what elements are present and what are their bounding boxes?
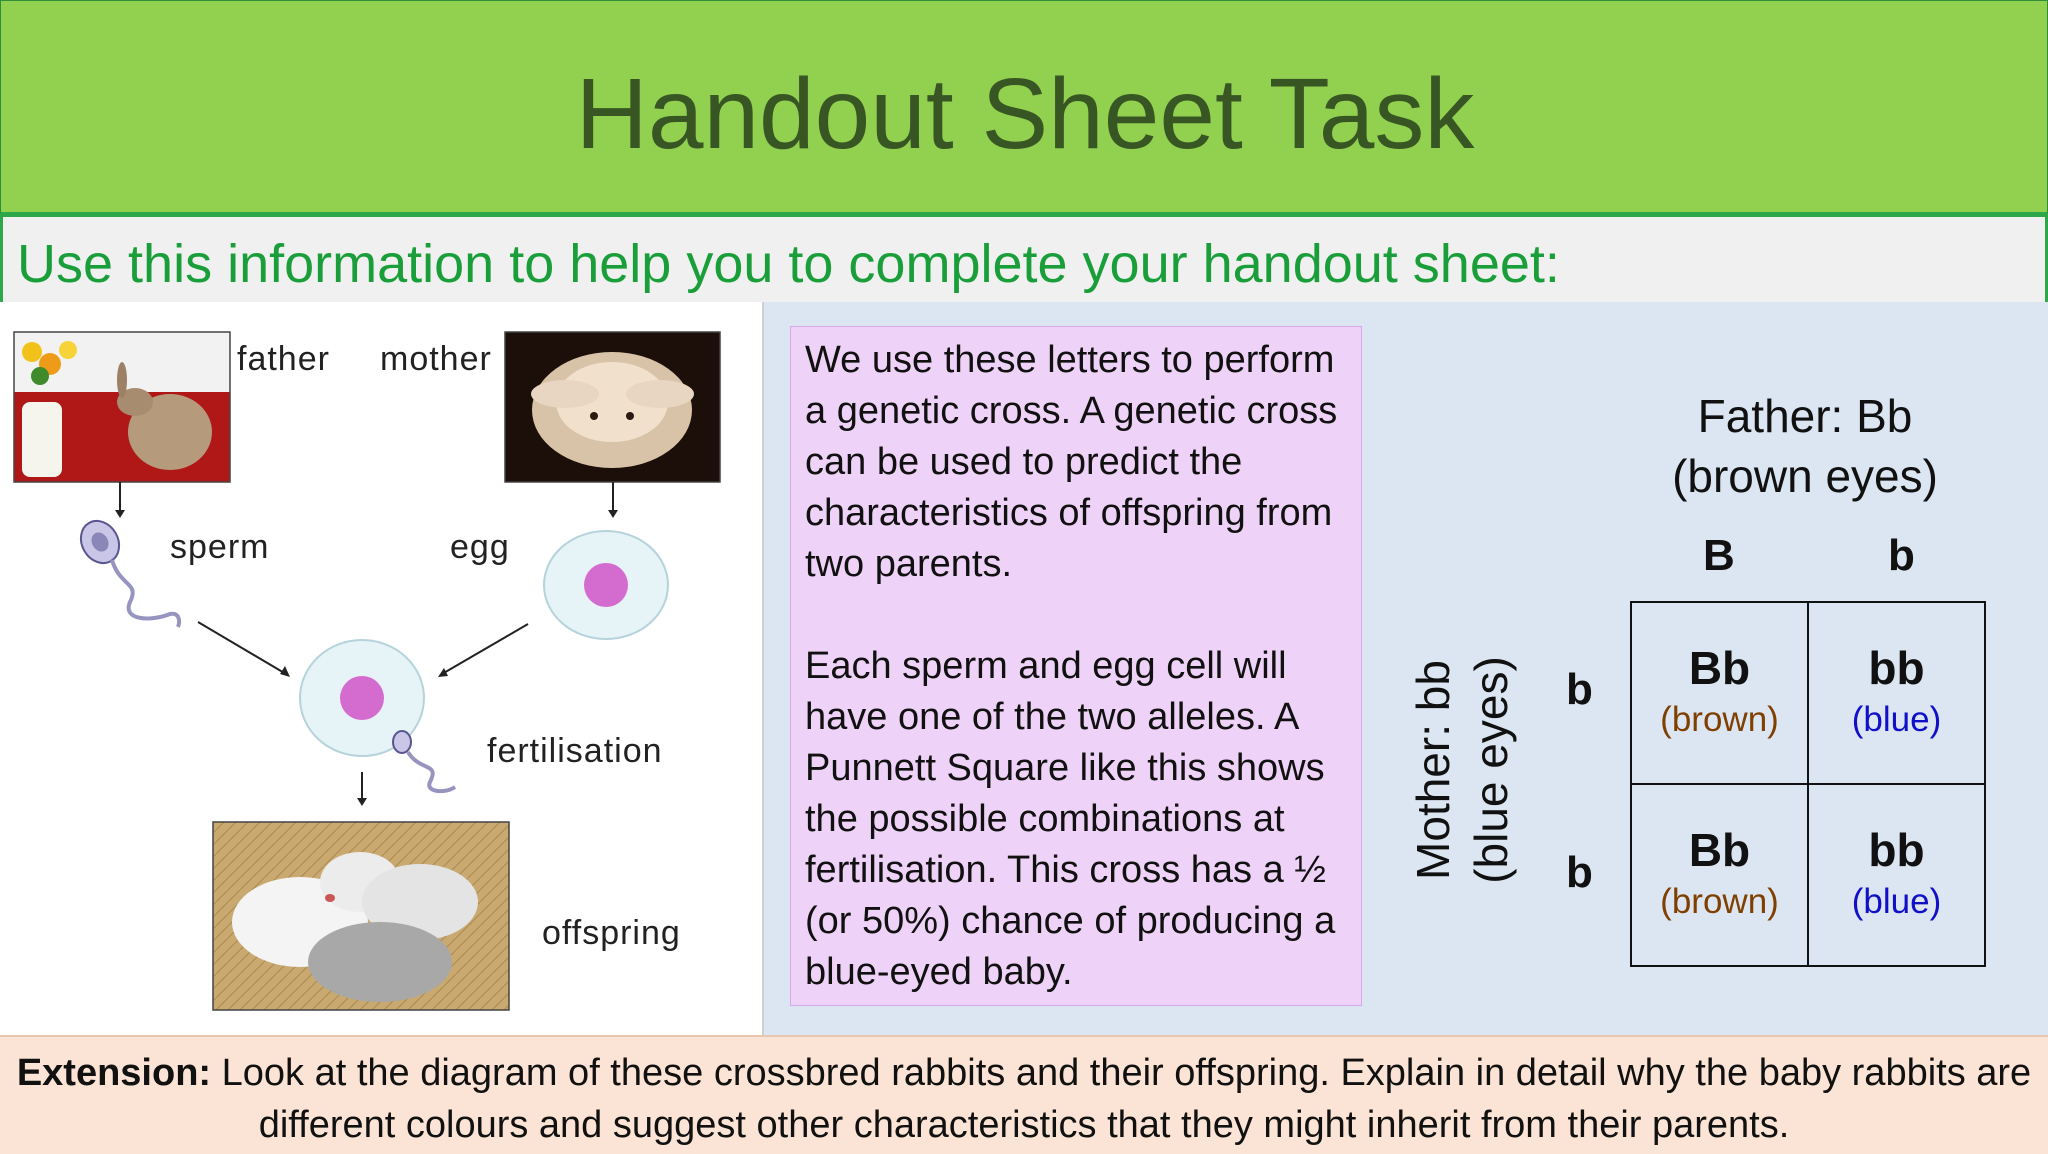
father-rabbit-photo: [14, 332, 230, 482]
father-phenotype-line: (brown eyes): [1672, 450, 1938, 502]
cell-genotype: bb: [1868, 824, 1925, 876]
cell-phenotype: (blue): [1851, 882, 1942, 921]
cell-genotype: Bb: [1688, 824, 1751, 876]
egg-cell: [544, 531, 668, 639]
fertilisation-label: fertilisation: [487, 732, 663, 770]
punnett-cell: [1809, 785, 1984, 965]
mother-rabbit-photo: [505, 332, 720, 482]
info-paragraph-1: We use these letters to perform a genetic cross. A genetic cross can be used to predict the characteristics of offspring from two parents.: [805, 339, 1338, 585]
extension-box: [0, 1035, 2048, 1154]
sperm-label: sperm: [170, 528, 270, 566]
column-allele-1: B: [1703, 531, 1735, 580]
punnett-cell: [1632, 603, 1809, 785]
row-allele-1: b: [1566, 665, 1593, 714]
title-banner: [0, 0, 2048, 215]
father-genotype-line: Father: Bb: [1697, 390, 1913, 442]
mother-genotype: [1404, 640, 1520, 900]
cell-phenotype: (blue): [1851, 700, 1942, 739]
extension-text: [10, 1047, 2038, 1151]
subtitle-banner: [0, 214, 2048, 305]
column-allele-2: b: [1888, 531, 1915, 580]
punnett-square: [1630, 601, 1986, 967]
info-textbox: [790, 326, 1362, 1006]
father-label: father: [237, 340, 330, 378]
extension-body: Look at the diagram of these crossbred rabbits and their offspring. Explain in detail why the baby rabbits are different colours and suggest other characteristics that they might inherit from their parents.: [211, 1052, 2032, 1146]
fertilisation-diagram: [0, 302, 764, 1035]
father-genotype: [1630, 386, 1980, 506]
extension-label: Extension:: [16, 1052, 212, 1094]
cell-phenotype: (brown): [1660, 882, 1779, 921]
info-paragraph-2: Each sperm and egg cell will have one of the two alleles. A Punnett Square like this shows the possible combinations at fertilisation. This cross has a ½ (or 50%) chance of producing a blue-eyed baby.: [805, 645, 1336, 993]
offspring-rabbits-photo: [213, 822, 509, 1010]
punnett-cell: [1632, 785, 1809, 965]
subtitle: Use this information to help you to complete your handout sheet:: [17, 234, 1560, 294]
egg-label: egg: [450, 528, 510, 566]
cell-genotype: Bb: [1688, 642, 1751, 694]
mother-label: mother: [380, 340, 492, 378]
sperm-cell: [73, 514, 179, 627]
cell-phenotype: (brown): [1660, 700, 1779, 739]
page-title: Handout Sheet Task: [575, 58, 1475, 170]
offspring-label: offspring: [542, 914, 681, 952]
fertilised-cell: [300, 640, 455, 791]
mother-phenotype-line: (blue eyes): [1465, 656, 1517, 884]
mother-genotype-line: Mother: bb: [1407, 660, 1459, 880]
cell-genotype: bb: [1868, 642, 1925, 694]
row-allele-2: b: [1566, 848, 1593, 897]
punnett-cell: [1809, 603, 1984, 785]
